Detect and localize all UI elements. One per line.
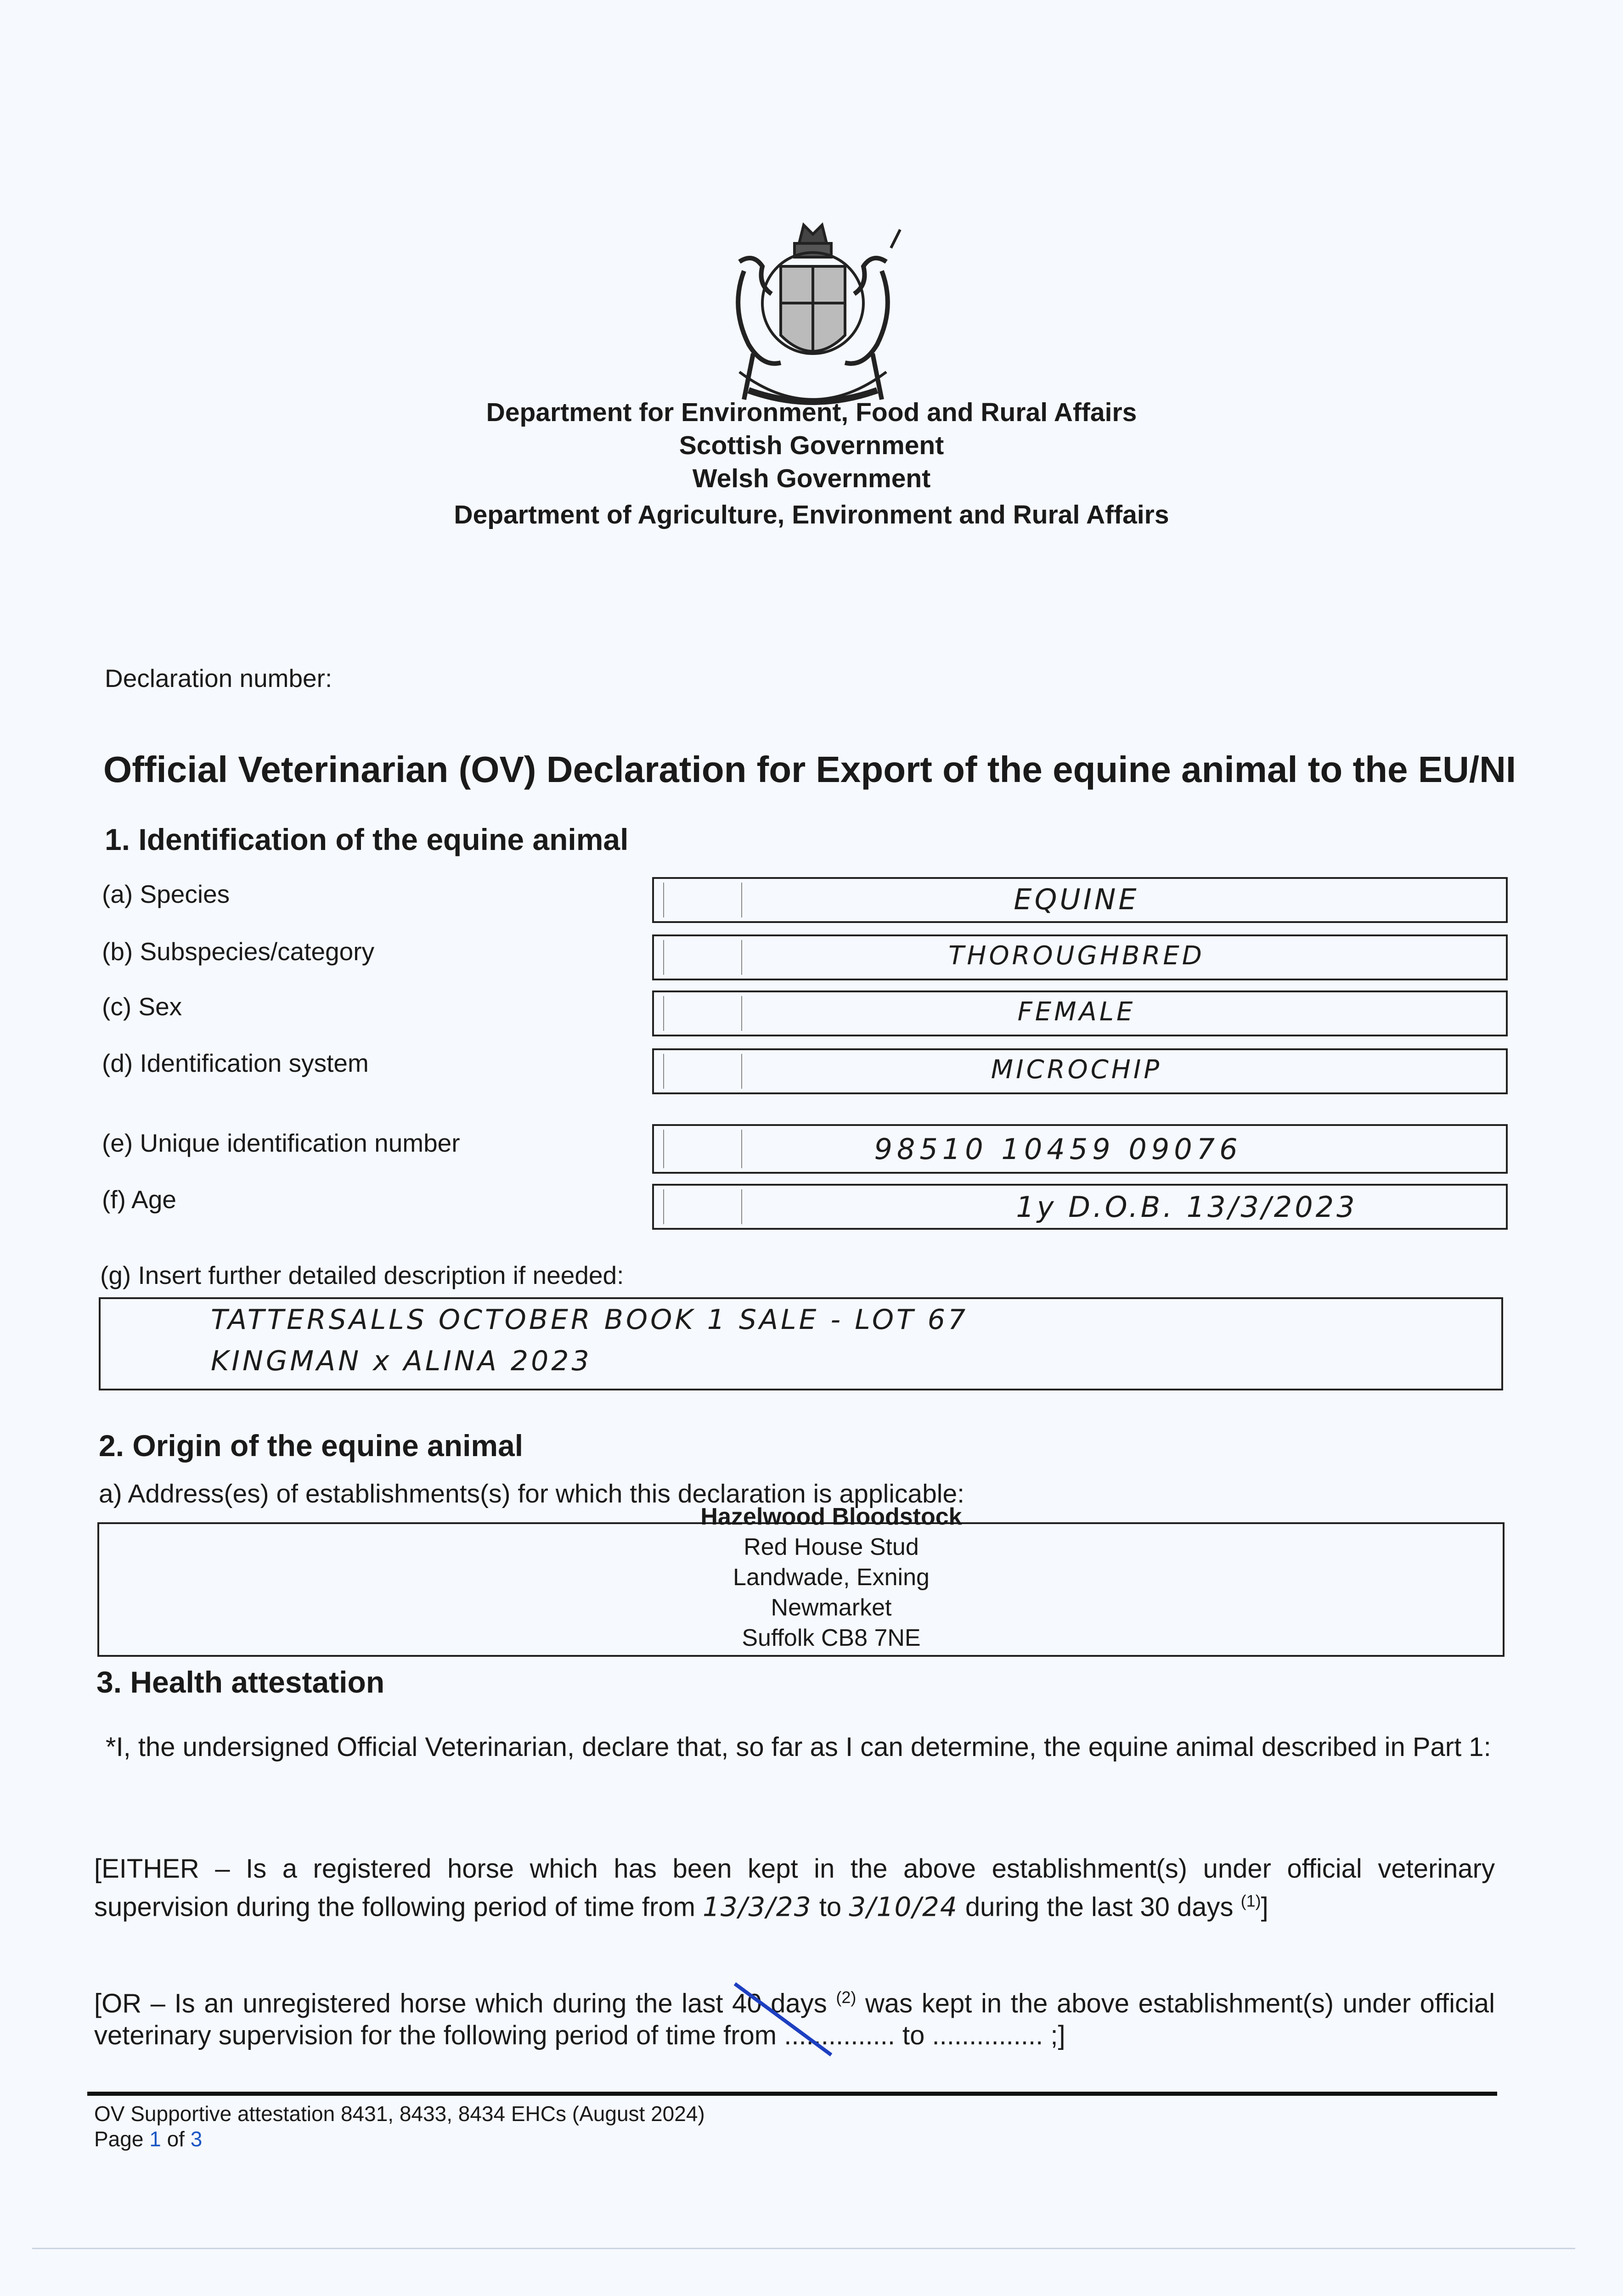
document-title: Official Veterinarian (OV) Declaration for Export of the equine animal to the EU/NI bbox=[103, 749, 1516, 790]
health-intro-text: *I, the undersigned Official Veterinarian, declare that, so far as I can determine, the equine animal described in Part 1: bbox=[106, 1732, 1491, 1762]
unique-id-field bbox=[652, 1124, 1508, 1174]
department-name: Welsh Government bbox=[692, 464, 931, 493]
sex-label: (c) Sex bbox=[102, 992, 182, 1021]
scan-edge-line bbox=[32, 2248, 1575, 2249]
identification-system-value: MICROCHIP bbox=[991, 1055, 1162, 1085]
age-field bbox=[652, 1184, 1508, 1230]
address-line: Suffolk CB8 7NE bbox=[742, 1625, 921, 1651]
section-3-heading: 3. Health attestation bbox=[96, 1665, 385, 1699]
further-description-line: TATTERSALLS OCTOBER BOOK 1 SALE - LOT 67 bbox=[211, 1304, 969, 1336]
subspecies-field bbox=[652, 934, 1508, 980]
royal-coat-of-arms-logo bbox=[712, 216, 914, 427]
identification-system-label: (d) Identification system bbox=[102, 1049, 369, 1077]
address-line: Hazelwood Bloodstock bbox=[700, 1503, 962, 1530]
further-description-line: KINGMAN x ALINA 2023 bbox=[211, 1345, 592, 1377]
either-to-word: to bbox=[812, 1892, 849, 1922]
species-value: EQUINE bbox=[1014, 883, 1139, 916]
address-block bbox=[579, 1502, 1084, 1653]
either-from-date: 13/3/23 bbox=[703, 1891, 812, 1923]
department-name: Department for Environment, Food and Rural Affairs bbox=[486, 398, 1137, 427]
sex-field bbox=[652, 990, 1508, 1036]
age-label: (f) Age bbox=[102, 1185, 177, 1214]
strike-through-mark bbox=[726, 1975, 845, 2066]
either-footnote-marker: (1) bbox=[1240, 1891, 1261, 1910]
or-text-end: was kept in the above establishment(s) under official veterinary supervision for the following period of time from ............... to ............... ;] bbox=[94, 1988, 1495, 2051]
species-label: (a) Species bbox=[102, 880, 230, 908]
section-2-heading: 2. Origin of the equine animal bbox=[99, 1429, 524, 1463]
address-line: Landwade, Exning bbox=[733, 1564, 930, 1591]
either-clause bbox=[94, 1853, 1495, 1923]
declaration-number-label: Declaration number: bbox=[105, 664, 332, 692]
identification-system-field bbox=[652, 1048, 1508, 1094]
species-field bbox=[652, 877, 1508, 923]
footer-rule bbox=[87, 2092, 1497, 2096]
age-value: 1y D.O.B. 13/3/2023 bbox=[1016, 1190, 1358, 1224]
address-line: Red House Stud bbox=[744, 1534, 919, 1560]
unique-id-value: 98510 10459 09076 bbox=[874, 1132, 1242, 1166]
address-label: a) Address(es) of establishments(s) for which this declaration is applicable: bbox=[99, 1479, 965, 1508]
section-1-heading: 1. Identification of the equine animal bbox=[105, 822, 629, 856]
footer-reference: OV Supportive attestation 8431, 8433, 8434 EHCs (August 2024) bbox=[94, 2102, 705, 2126]
address-line: Newmarket bbox=[771, 1594, 892, 1621]
either-bracket: ] bbox=[1261, 1892, 1268, 1922]
either-to-date: 3/10/24 bbox=[849, 1891, 958, 1923]
department-name: Department of Agriculture, Environment and Rural Affairs bbox=[454, 500, 1169, 529]
either-text: [EITHER – Is a registered horse which has been kept in the above establishment(s) under official veterinary supervision during the following period of time from bbox=[94, 1854, 1495, 1922]
further-description-label: (g) Insert further detailed description if needed: bbox=[100, 1261, 624, 1289]
page-indicator: Page 1 of 3 bbox=[94, 2127, 203, 2151]
or-footnote-marker: (2) bbox=[836, 1988, 857, 2007]
subspecies-label: (b) Subspecies/category bbox=[102, 937, 375, 966]
unique-id-label: (e) Unique identification number bbox=[102, 1129, 460, 1157]
either-text-end: during the last 30 days bbox=[958, 1892, 1241, 1922]
further-description-box bbox=[99, 1297, 1503, 1390]
subspecies-value: THOROUGHBRED bbox=[948, 941, 1205, 971]
sex-value: FEMALE bbox=[1017, 997, 1136, 1027]
or-text: [OR – Is an unregistered horse which during the last 40 days bbox=[94, 1988, 836, 2019]
department-name: Scottish Government bbox=[679, 431, 944, 460]
